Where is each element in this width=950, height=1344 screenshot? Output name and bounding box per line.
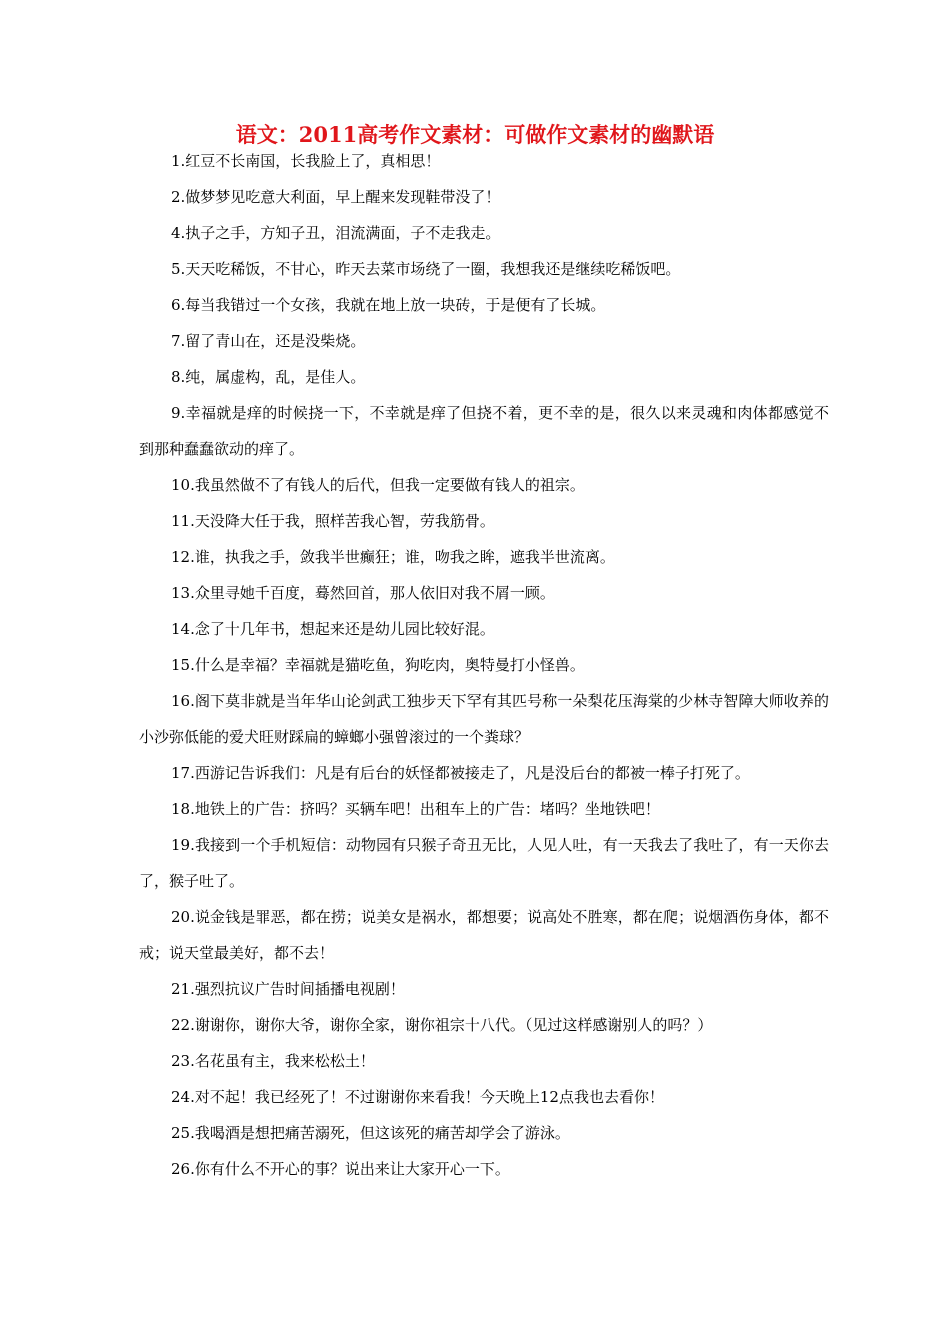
- list-item: 24.对不起！我已经死了！不过谢谢你来看我！今天晚上12点我也去看你！: [171, 1088, 664, 1106]
- list-item: 6.每当我错过一个女孩，我就在地上放一块砖，于是便有了长城。: [171, 296, 606, 314]
- list-item: 23.名花虽有主，我来松松土！: [171, 1052, 375, 1070]
- list-item: 9.幸福就是痒的时候挠一下，不幸就是痒了但挠不着，更不幸的是，很久以来灵魂和肉体都感觉不到那种蠢蠢欲动的痒了。: [139, 404, 829, 458]
- list-item: 19.我接到一个手机短信：动物园有只猴子奇丑无比，人见人吐，有一天我去了我吐了，有一天你去了，猴子吐了。: [139, 836, 829, 890]
- list-item: 18.地铁上的广告：挤吗？买辆车吧！出租车上的广告：堵吗？坐地铁吧！: [171, 800, 660, 818]
- list-item: 13.众里寻她千百度，蓦然回首，那人依旧对我不屑一顾。: [171, 584, 555, 602]
- list-item: 20.说金钱是罪恶，都在捞；说美女是祸水，都想要；说高处不胜寒，都在爬；说烟酒伤身体，都不戒；说天堂最美好，都不去！: [139, 908, 829, 962]
- list-item: 10.我虽然做不了有钱人的后代，但我一定要做有钱人的祖宗。: [171, 476, 585, 494]
- joke-list: [139, 143, 829, 1187]
- list-item: 4.执子之手，方知子丑，泪流满面，子不走我走。: [171, 224, 501, 242]
- list-item: 7.留了青山在，还是没柴烧。: [171, 332, 366, 350]
- list-item: 17.西游记告诉我们：凡是有后台的妖怪都被接走了，凡是没后台的都被一棒子打死了。: [171, 764, 750, 782]
- list-item: 14.念了十几年书，想起来还是幼儿园比较好混。: [171, 620, 495, 638]
- list-item: 22.谢谢你，谢你大爷，谢你全家，谢你祖宗十八代。（见过这样感谢别人的吗？）: [171, 1016, 713, 1034]
- list-item: 21.强烈抗议广告时间插播电视剧！: [171, 980, 405, 998]
- list-item: 26.你有什么不开心的事？说出来让大家开心一下。: [171, 1160, 510, 1178]
- list-item: 1.红豆不长南国，长我脸上了，真相思！: [171, 152, 441, 170]
- list-item: 15.什么是幸福？幸福就是猫吃鱼，狗吃肉，奥特曼打小怪兽。: [171, 656, 585, 674]
- list-item: 16.阁下莫非就是当年华山论剑武工独步天下罕有其匹号称一朵梨花压海棠的少林寺智障大师收养的小沙弥低能的爱犬旺财踩扁的蟑螂小强曾滚过的一个粪球？: [139, 692, 829, 746]
- list-item: 25.我喝酒是想把痛苦溺死，但这该死的痛苦却学会了游泳。: [171, 1124, 570, 1142]
- list-item: 11.天没降大任于我，照样苦我心智，劳我筋骨。: [171, 512, 495, 530]
- document-title: 语文：2011高考作文素材：可做作文素材的幽默语: [235, 122, 715, 147]
- list-item: 12.谁，执我之手，敛我半世癫狂；谁，吻我之眸，遮我半世流离。: [171, 548, 615, 566]
- list-item: 5.天天吃稀饭，不甘心，昨天去菜市场绕了一圈，我想我还是继续吃稀饭吧。: [171, 260, 681, 278]
- list-item: 2.做梦梦见吃意大利面，早上醒来发现鞋带没了！: [171, 188, 501, 206]
- list-item: 8.纯，属虚构，乱，是佳人。: [171, 368, 366, 386]
